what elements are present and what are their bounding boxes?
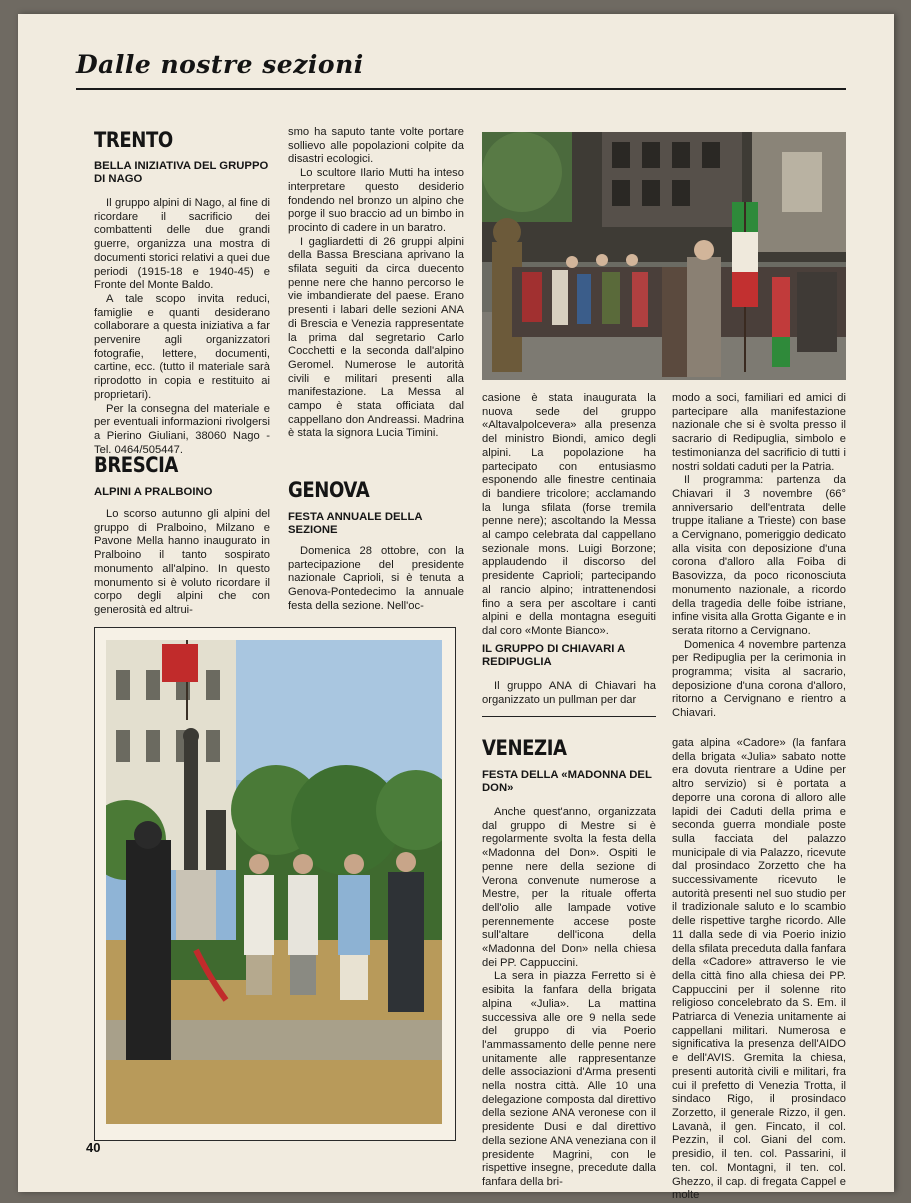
venezia-paragraph: Anche quest'anno, organizzata dal gruppo di Mestre si è regolarmente svolta la festa della «Madonna del Don». Ospiti le penne nere della sezione di Verona convenute numerose a Mestre, per la rituale offerta dell'olio alle lampade votive perennemente accese poste sull'altare dell'icona della «Madonna del Don» nella chiesa dei PP. Cappuccini. <box>482 806 656 969</box>
parade-photo <box>482 132 846 380</box>
section-divider <box>482 716 656 717</box>
trento-article <box>94 197 270 457</box>
parade-photo-image <box>482 132 846 380</box>
genova-paragraph: casione è stata inaugurata la nuova sede del gruppo «Altavalpolcevera» alla presenza del ministro Biondi, amico degli alpini. La popolazione ha partecipato con entusiasmo esponendo alle finestre centinaia di bandiere tricolore; acclamando la lunga sfilata (forse tremila penne nere); ascoltando la Messa al campo celebrata dal cappellano sezionale mons. Luigi Borzone; applaudendo il discorso del presidente Caprioli; partecipando al rancio alpino; intrattenendosi fino a sera per ascoltare i canti alpini e della montagna eseguiti dal coro «Monte Bianco». <box>482 392 656 637</box>
section-title-venezia: VENEZIA <box>482 736 567 760</box>
genova-continuation <box>482 392 656 639</box>
trento-paragraph: Il gruppo alpini di Nago, al fine di ricordare il sacrificio dei combattenti delle due grandi guerre, organizza una mostra di documenti storici relativi a quei due periodi (1915-18 e 1940-45) e Fronte del Monte Baldo. <box>94 197 270 292</box>
chiavari-paragraph: Il programma: partenza da Chiavari il 3 novembre (66° anniversario dell'entrata delle truppe italiane a Trieste) con base a Cervignano, pomeriggio dedicato alla visita con deposizione d'una corona d'alloro alla Foiba di Basovizza, da poco riconosciuta monumento nazionale, a ricordo della tragedia delle foibe istriane, infine visita alla Grotta Gigante e in serata ritorno a Cervignano. <box>672 474 846 637</box>
section-subtitle-venezia: FESTA DELLA «MADONNA DEL DON» <box>482 769 652 794</box>
section-title-trento: TRENTO <box>94 128 173 152</box>
brescia-paragraph: smo ha saputo tante volte portare sollievo alle popolazioni colpite da disastri ecologici. <box>288 126 464 166</box>
brescia-paragraph: Lo scorso autunno gli alpini del gruppo di Pralboino, Milzano e Pavone Mella hanno inaugurato in Pralboino il tanto sospirato monumento all'alpino. In questo monumento si è voluto ricordare il corpo degli alpini che con generosità ed altrui- <box>94 508 270 616</box>
brescia-paragraph: I gagliardetti di 26 gruppi alpini della Bassa Bresciana aprivano la sfilata seguiti da circa duecento penne nere che hanno percorso le vie imbandierate del paese. Erano presenti i labari delle sezioni ANA di Brescia e Venezia rappresentate la prima dal segretario Carlo Cocchetti e la seconda dall'alpino Geromel. Numerose le autorità civili e militari presenti alla manifestazione. La Messa al campo è stata officiata dal cappellano don Andreassi. Madrina è stata la signora Lucia Timini. <box>288 235 464 440</box>
brescia-paragraph: Lo scultore Ilario Mutti ha inteso interpretare questo desiderio fondendo nel bronzo un alpino che porge il suo braccio ad un bimbo in procinto di cadere in un baratro. <box>288 167 464 234</box>
monument-photo-image <box>106 640 442 1124</box>
genova-paragraph: Domenica 28 ottobre, con la partecipazione del presidente nazionale Caprioli, si è tenuta a Genova-Pontedecimo la annuale festa della sezione. Nell'oc- <box>288 545 464 612</box>
venezia-continuation <box>672 737 846 1203</box>
chiavari-paragraph: Domenica 4 novembre partenza per Redipuglia per la cerimonia in programma; visita al sacrario, deposizione d'una corona d'alloro, ritorno a Cervignano e rientro a Chiavari. <box>672 638 846 720</box>
chiavari-continuation <box>672 392 846 721</box>
header-rule <box>76 88 846 90</box>
genova-article <box>288 545 464 614</box>
section-title-genova: GENOVA <box>288 478 370 502</box>
page-number: 40 <box>86 1140 101 1155</box>
page-header-title: Dalle nostre sezioni <box>76 50 364 79</box>
section-title-brescia: BRESCIA <box>94 453 178 477</box>
venezia-paragraph: gata alpina «Cadore» (la fanfara della brigata «Julia» sabato notte era dovuta rientrare a Udine per altro servizio) si è portata a deporre una corona di alloro alle lapidi dei Caduti della prima e seconda guerra mondiale poste sulla facciata del palazzo municipale di via Palazzo, ricevute dal prosindaco Zorzetto che ha successivamente ricevuto le autorità presenti nel suo studio per il tradizionale saluto e lo scambio delle rispettive targhe ricordo. Alle 11 dalla sede di via Poerio inizio della sfilata preceduta dalla fanfara della «Cadore» attraverso le vie della città fino alla chiesa dei PP. Cappuccini per il solenne rito religioso concelebrato da S. Em. il Patriarca di Venezia unitamente ai cappellani militari. Numerosa e significativa la presenza dell'AIDO e dell'AVIS. Gremita la chiesa, presenti autorità civili e militari, fra cui il prefetto di Venezia Trotta, il sindaco Rigo, il prosindaco Zorzetto, il generale Rizzo, il gen. Lavanà, il gen. Fincato, il col. Pezzin, il col. Giani del com. presidio, il ten. col. Passarini, il ten. col. Montagni, il ten. col. Ghezzo, il cap. di fregata Cappel e molte <box>672 737 846 1202</box>
venezia-paragraph: La sera in piazza Ferretto si è esibita la fanfara della brigata alpina «Julia». La mattina successiva alle ore 9 nella sede del gruppo di via Poerio l'ammassamento delle penne nere unitamente alle rappresentanze delle associazioni d'Arma presenti nella nostra città. Alle 10 una delegazione composta dal direttivo della sezione ANA veronese con il presidente Dusi e dal direttivo della sezione ANA veneziana con il presidente Magrini, con le rispettive insegne, precedute dalla fanfara della bri- <box>482 970 656 1188</box>
trento-paragraph: A tale scopo invita reduci, famiglie e quanti desiderano collaborare a questa iniziativa a far pervenire agli organizzatori fotografie, lettere, documenti, cartine, ecc. (tutto il materiale sarà riprodotto in copia e restituito ai proprietari). <box>94 292 270 401</box>
section-subtitle-trento: BELLA INIZIATIVA DEL GRUPPO DI NAGO <box>94 160 269 185</box>
section-subtitle-brescia: ALPINI A PRALBOINO <box>94 486 213 498</box>
chiavari-paragraph: modo a soci, familiari ed amici di partecipare alla manifestazione nazionale che si è svolta presso il sacrario di Redipuglia, simbolo e testimonianza del sacrificio di tutti i nostri soldati caduti per la Patria. <box>672 392 846 473</box>
brescia-continuation <box>288 126 464 441</box>
chiavari-paragraph: Il gruppo ANA di Chiavari ha organizzato un pullman per dar <box>482 680 656 706</box>
brescia-article <box>94 508 270 618</box>
section-subtitle-chiavari: IL GRUPPO DI CHIAVARI A REDIPUGLIA <box>482 643 625 668</box>
section-subtitle-genova: FESTA ANNUALE DELLA SEZIONE <box>288 511 423 536</box>
trento-paragraph: Per la consegna del materiale e per eventuali informazioni rivolgersi a Pierino Giuliani, 38060 Nago - Tel. 0464/505447. <box>94 402 270 456</box>
monument-photo <box>106 640 442 1124</box>
venezia-article <box>482 806 656 1190</box>
chiavari-article <box>482 680 656 707</box>
